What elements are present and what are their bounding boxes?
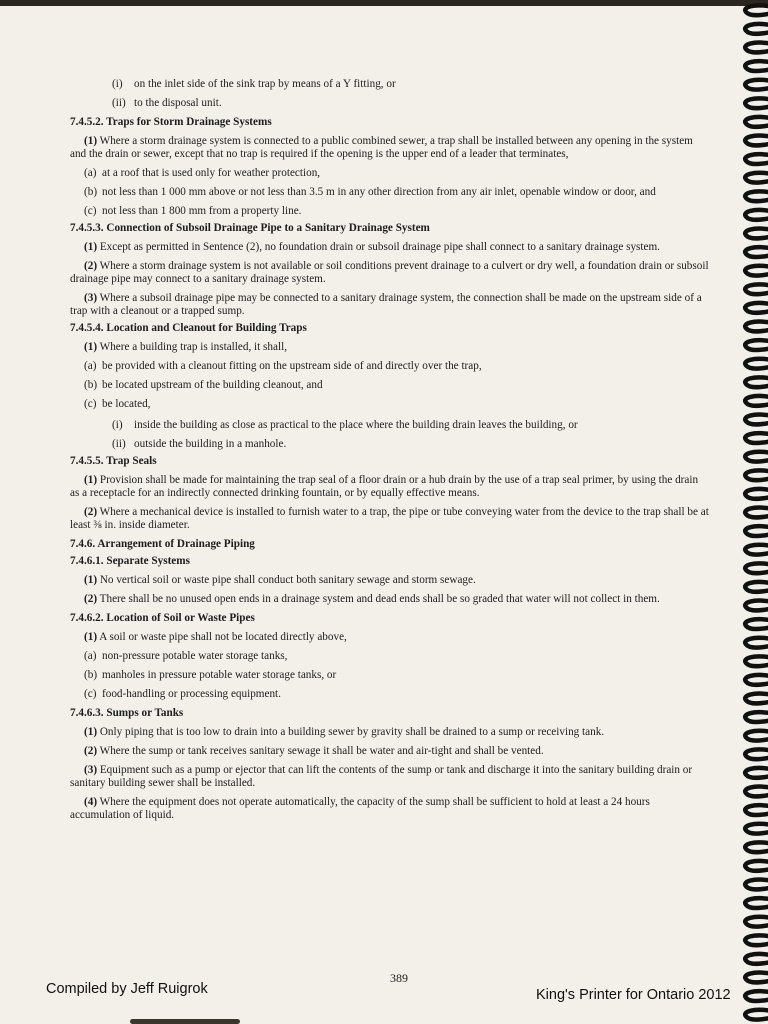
spiral-coil	[745, 1010, 768, 1020]
line-text: Where the equipment does not operate automatically, the capacity of the sump shall be sufficient to hold at least a 24 hours accumulation of liquid.	[70, 796, 650, 821]
sentence-number: (1)	[84, 241, 98, 253]
list-marker: (a)	[84, 167, 97, 179]
line-text: Where the sump or tank receives sanitary sewage it shall be water and air-tight and shall be vented.	[97, 745, 544, 757]
spiral-coil	[745, 935, 768, 945]
line-text: Only piping that is too low to drain into a building sewer by gravity shall be drained to a sump or receiving tank.	[97, 726, 605, 738]
line-text: Where a storm drainage system is connected to a public combined sewer, a trap shall be installed between any opening in the system and the drain or sewer, except that no trap is required if the opening is the upper end of a leader that terminates,	[70, 135, 693, 160]
spiral-coil	[745, 656, 768, 666]
line-text: There shall be no unused open ends in a drainage system and dead ends shall be so graded that water will not collect in them.	[97, 593, 660, 605]
spiral-coil	[745, 266, 768, 276]
text-line	[70, 631, 710, 644]
line-text: not less than 1 000 mm above or not less than 3.5 m in any other direction from any air inlet, openable window or door, and	[102, 186, 656, 198]
line-text: 7.4.6.2. Location of Soil or Waste Pipes	[70, 612, 255, 624]
list-marker: (b)	[84, 186, 98, 198]
text-line	[70, 292, 710, 318]
line-text: 7.4.5.5. Trap Seals	[70, 455, 157, 467]
spiral-coil	[745, 805, 768, 815]
spiral-coil	[745, 712, 768, 722]
line-text: No vertical soil or waste pipe shall conduct both sanitary sewage and storm sewage.	[97, 574, 476, 586]
spiral-coil	[745, 5, 768, 15]
spiral-coil	[745, 117, 768, 127]
line-text: 7.4.5.2. Traps for Storm Drainage Systems	[70, 116, 272, 128]
line-text: Where a subsoil drainage pipe may be connected to a sanitary drainage system, the connection shall be made on the upstream side of a trap with a cleanout or a trapped sump.	[70, 292, 702, 317]
section-heading	[70, 455, 710, 468]
spiral-coil	[745, 880, 768, 890]
spiral-coil	[745, 210, 768, 220]
line-text: Where a storm drainage system is not available or soil conditions prevent drainage to a culvert or dry well, a foundation drain or subsoil drainage pipe may connect to a sanitary drainage system.	[70, 260, 709, 285]
line-text: 7.4.5.3. Connection of Subsoil Drainage Pipe to a Sanitary Drainage System	[70, 222, 430, 234]
spiral-coil	[745, 526, 768, 536]
sentence-number: (2)	[84, 593, 98, 605]
sentence-number: (1)	[84, 726, 98, 738]
sentence-number: (1)	[84, 474, 98, 486]
list-marker: (c)	[84, 688, 97, 700]
spiral-coil	[745, 452, 768, 462]
list-marker: (c)	[84, 398, 97, 410]
sentence-number: (2)	[84, 260, 98, 272]
sentence-number: (1)	[84, 341, 98, 353]
spiral-coil	[745, 861, 768, 871]
sentence-number: (3)	[84, 764, 98, 776]
code-text-body	[70, 78, 710, 822]
line-text: 7.4.6.3. Sumps or Tanks	[70, 707, 184, 719]
text-line	[70, 419, 710, 432]
sentence-number: (1)	[84, 574, 98, 586]
sentence-number: (1)	[84, 631, 98, 643]
list-marker: (b)	[84, 669, 98, 681]
spiral-coil	[745, 98, 768, 108]
text-line	[70, 726, 710, 739]
spiral-coil	[745, 359, 768, 369]
spiral-coil	[745, 136, 768, 146]
spiral-coil	[745, 991, 768, 1001]
spiral-coil	[745, 433, 768, 443]
text-line	[70, 650, 710, 663]
spiral-coil	[745, 284, 768, 294]
line-text: Where a building trap is installed, it shall,	[97, 341, 287, 353]
line-text: not less than 1 800 mm from a property line.	[102, 205, 302, 217]
spiral-coil	[745, 80, 768, 90]
text-line	[70, 135, 710, 161]
spiral-coil	[745, 247, 768, 257]
sentence-number: (1)	[84, 135, 98, 147]
list-marker: (a)	[84, 650, 97, 662]
text-line	[70, 593, 710, 606]
spiral-coil	[745, 377, 768, 387]
text-line	[70, 186, 710, 199]
text-line	[70, 241, 710, 254]
line-text: 7.4.6. Arrangement of Drainage Piping	[70, 538, 255, 550]
spiral-coil	[745, 470, 768, 480]
spiral-coil	[745, 731, 768, 741]
page-number: 389	[390, 971, 408, 985]
line-text: A soil or waste pipe shall not be located directly above,	[97, 631, 347, 643]
spiral-coil	[745, 582, 768, 592]
text-line	[70, 398, 710, 411]
spiral-coil	[745, 898, 768, 908]
list-marker: (ii)	[112, 438, 126, 450]
spiral-coil	[745, 545, 768, 555]
spiral-coil	[745, 638, 768, 648]
spiral-coil	[745, 229, 768, 239]
line-text: Provision shall be made for maintaining the trap seal of a floor drain or a hub drain by the use of a trap seal primer, by using the drain as a receptacle for an indirectly connected drinking fountain, or by equally effective means.	[70, 474, 699, 499]
line-text: 7.4.5.4. Location and Cleanout for Building Traps	[70, 322, 307, 334]
text-line	[70, 796, 710, 822]
spiral-coil	[745, 824, 768, 834]
line-text: be located upstream of the building cleanout, and	[102, 379, 323, 391]
section-heading	[70, 555, 710, 568]
line-text: outside the building in a manhole.	[134, 438, 287, 450]
sentence-number: (2)	[84, 506, 98, 518]
text-line	[70, 97, 710, 110]
spiral-coil	[745, 415, 768, 425]
spiral-coil	[745, 601, 768, 611]
spiral-coil	[745, 787, 768, 797]
text-line	[70, 78, 710, 91]
spiral-coil	[745, 303, 768, 313]
text-line	[70, 764, 710, 790]
list-marker: (i)	[112, 419, 123, 431]
text-line	[70, 205, 710, 218]
spiral-coil	[745, 24, 768, 34]
line-text: Equipment such as a pump or ejector that can lift the contents of the sump or tank and discharge it into the sanitary building drain or sanitary building sewer shall be installed.	[70, 764, 693, 789]
line-text: be provided with a cleanout fitting on the upstream side of and directly over the trap,	[102, 360, 482, 372]
line-text: food-handling or processing equipment.	[102, 688, 281, 700]
line-text: Where a mechanical device is installed to furnish water to a trap, the pipe or tube conveying water from the device to the trap shall be at least ⅜ in. inside diameter.	[70, 506, 709, 531]
list-marker: (c)	[84, 205, 97, 217]
spiral-coil	[745, 694, 768, 704]
spiral-coil	[745, 340, 768, 350]
section-heading	[70, 707, 710, 720]
line-text: on the inlet side of the sink trap by means of a Y fitting, or	[134, 78, 396, 90]
page-top-edge	[0, 0, 768, 6]
spiral-coil	[745, 675, 768, 685]
page-bottom-shadow	[130, 1019, 240, 1024]
text-line	[70, 167, 710, 180]
spiral-coil	[745, 173, 768, 183]
spiral-coil	[745, 489, 768, 499]
text-line	[70, 669, 710, 682]
spiral-coil	[745, 954, 768, 964]
list-marker: (a)	[84, 360, 97, 372]
line-text: Except as permitted in Sentence (2), no foundation drain or subsoil drainage pipe shall connect to a sanitary drainage system.	[97, 241, 660, 253]
text-line	[70, 506, 710, 532]
spiral-coil	[745, 508, 768, 518]
list-marker: (b)	[84, 379, 98, 391]
line-text: manholes in pressure potable water storage tanks, or	[102, 669, 337, 681]
sentence-number: (2)	[84, 745, 98, 757]
text-line	[70, 341, 710, 354]
spiral-coil	[745, 749, 768, 759]
section-heading	[70, 322, 710, 335]
sentence-number: (4)	[84, 796, 98, 808]
text-line	[70, 745, 710, 758]
text-line	[70, 574, 710, 587]
text-line	[70, 688, 710, 701]
footer-compiler: Compiled by Jeff Ruigrok	[46, 981, 208, 997]
section-heading	[70, 116, 710, 129]
spiral-coil	[745, 973, 768, 983]
spiral-coil	[745, 322, 768, 332]
line-text: 7.4.6.1. Separate Systems	[70, 555, 190, 567]
text-line	[70, 360, 710, 373]
spiral-coil	[745, 191, 768, 201]
spiral-coil	[745, 619, 768, 629]
section-heading	[70, 612, 710, 625]
list-marker: (i)	[112, 78, 123, 90]
spiral-coil	[745, 563, 768, 573]
text-line	[70, 438, 710, 451]
line-text: at a roof that is used only for weather protection,	[102, 167, 321, 179]
line-text: non-pressure potable water storage tanks,	[102, 650, 288, 662]
text-line	[70, 379, 710, 392]
sentence-number: (3)	[84, 292, 98, 304]
section-heading	[70, 222, 710, 235]
text-line	[70, 474, 710, 500]
spiral-coil	[745, 768, 768, 778]
section-heading	[70, 538, 710, 551]
text-line	[70, 260, 710, 286]
spiral-coil	[745, 842, 768, 852]
spiral-coil	[745, 917, 768, 927]
list-marker: (ii)	[112, 97, 126, 109]
spiral-coil	[745, 396, 768, 406]
line-text: be located,	[102, 398, 151, 410]
spiral-binding	[724, 0, 768, 1024]
footer-publisher: King's Printer for Ontario 2012	[536, 987, 731, 1003]
spiral-coil	[745, 154, 768, 164]
spiral-coil	[745, 61, 768, 71]
line-text: inside the building as close as practical to the place where the building drain leaves the building, or	[134, 419, 578, 431]
line-text: to the disposal unit.	[134, 97, 222, 109]
spiral-coil	[745, 43, 768, 53]
